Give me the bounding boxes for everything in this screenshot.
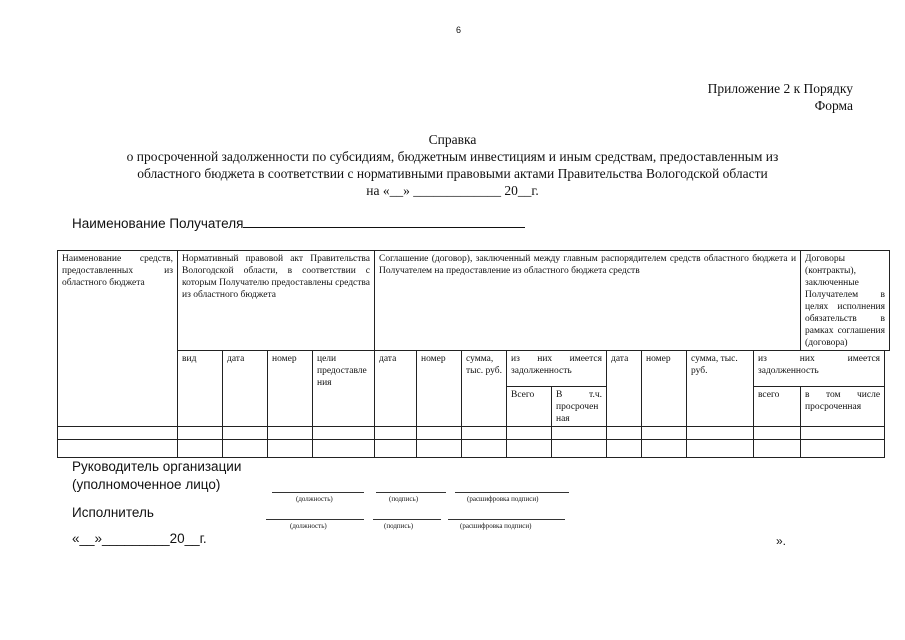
executor-decoding-caption: (расшифровка подписи) — [460, 522, 532, 530]
col-agr-debt-total: Всего — [507, 387, 552, 427]
col-act-date: дата — [223, 351, 268, 427]
document-title — [0, 131, 905, 199]
tail-mark: ». — [776, 534, 787, 548]
col-con-debt-total: всего — [754, 387, 801, 427]
signature-date: «__»_________20__г. — [72, 531, 207, 546]
col-act-number: номер — [268, 351, 313, 427]
head-signature-caption: (подпись) — [389, 495, 419, 503]
header-funds-name: Наименование средств, предоставленных из областного бюджета — [58, 251, 178, 427]
page-number: 6 — [456, 25, 462, 35]
head-position-line — [272, 492, 364, 493]
form-label: Форма — [814, 98, 853, 113]
col-agr-debt: из них имеется задолженность — [507, 351, 607, 387]
table-row — [58, 427, 890, 440]
title-date-line: на «__» _____________ 20__г. — [366, 183, 539, 198]
recipient-label: Наименование Получателя — [72, 216, 244, 231]
appendix-line: Приложение 2 к Порядку — [707, 81, 853, 96]
col-act-type: вид — [178, 351, 223, 427]
head-label-line2: (уполномоченное лицо) — [72, 477, 221, 492]
header-agreement: Соглашение (договор), заключенный между главным распорядителем средств областного бюджета и Получателем на предоставление из областного бюджета средств — [375, 251, 801, 351]
header-normative-act: Нормативный правовой акт Правительства Вологодской области, в соответствии с которым Получателю предоставлены средства из областного бюджета — [178, 251, 375, 351]
col-con-debt: из них имеется задолженность — [754, 351, 885, 387]
header-contracts: Договоры (контракты), заключенные Получателем в целях исполнения обязательств в рамках соглашения (договора) — [801, 251, 890, 351]
recipient-row — [72, 215, 525, 231]
executor-position-line — [266, 519, 364, 520]
head-label-line1: Руководитель организации — [72, 459, 242, 474]
appendix-header — [708, 80, 853, 114]
executor-position-caption: (должность) — [290, 522, 327, 530]
col-agr-debt-overdue: В т.ч. просроченная — [552, 387, 607, 427]
title-line-2: о просроченной задолженности по субсидиям, бюджетным инвестициям и иным средствам, предоставленным из — [126, 149, 779, 164]
executor-decoding-line — [448, 519, 565, 520]
title-line-1: Справка — [428, 132, 477, 147]
col-con-number: номер — [642, 351, 687, 427]
head-decoding-caption: (расшифровка подписи) — [467, 495, 539, 503]
table-row — [58, 440, 890, 458]
head-signature-line — [376, 492, 446, 493]
recipient-blank-line — [243, 215, 525, 228]
executor-label: Исполнитель — [72, 505, 154, 520]
col-agr-sum: сумма, тыс. руб. — [462, 351, 507, 427]
head-position-caption: (должность) — [296, 495, 333, 503]
col-con-date: дата — [607, 351, 642, 427]
title-line-3: областного бюджета в соответствии с нормативными правовыми актами Правительства Вологодской области — [137, 166, 768, 181]
col-con-debt-overdue: в том числе просроченная — [801, 387, 885, 427]
executor-signature-line — [373, 519, 441, 520]
head-decoding-line — [455, 492, 569, 493]
debt-report-table — [57, 250, 890, 458]
col-act-purpose: цели предоставления — [313, 351, 375, 427]
executor-signature-caption: (подпись) — [384, 522, 414, 530]
col-agr-date: дата — [375, 351, 417, 427]
col-agr-number: номер — [417, 351, 462, 427]
col-con-sum: сумма, тыс. руб. — [687, 351, 754, 427]
